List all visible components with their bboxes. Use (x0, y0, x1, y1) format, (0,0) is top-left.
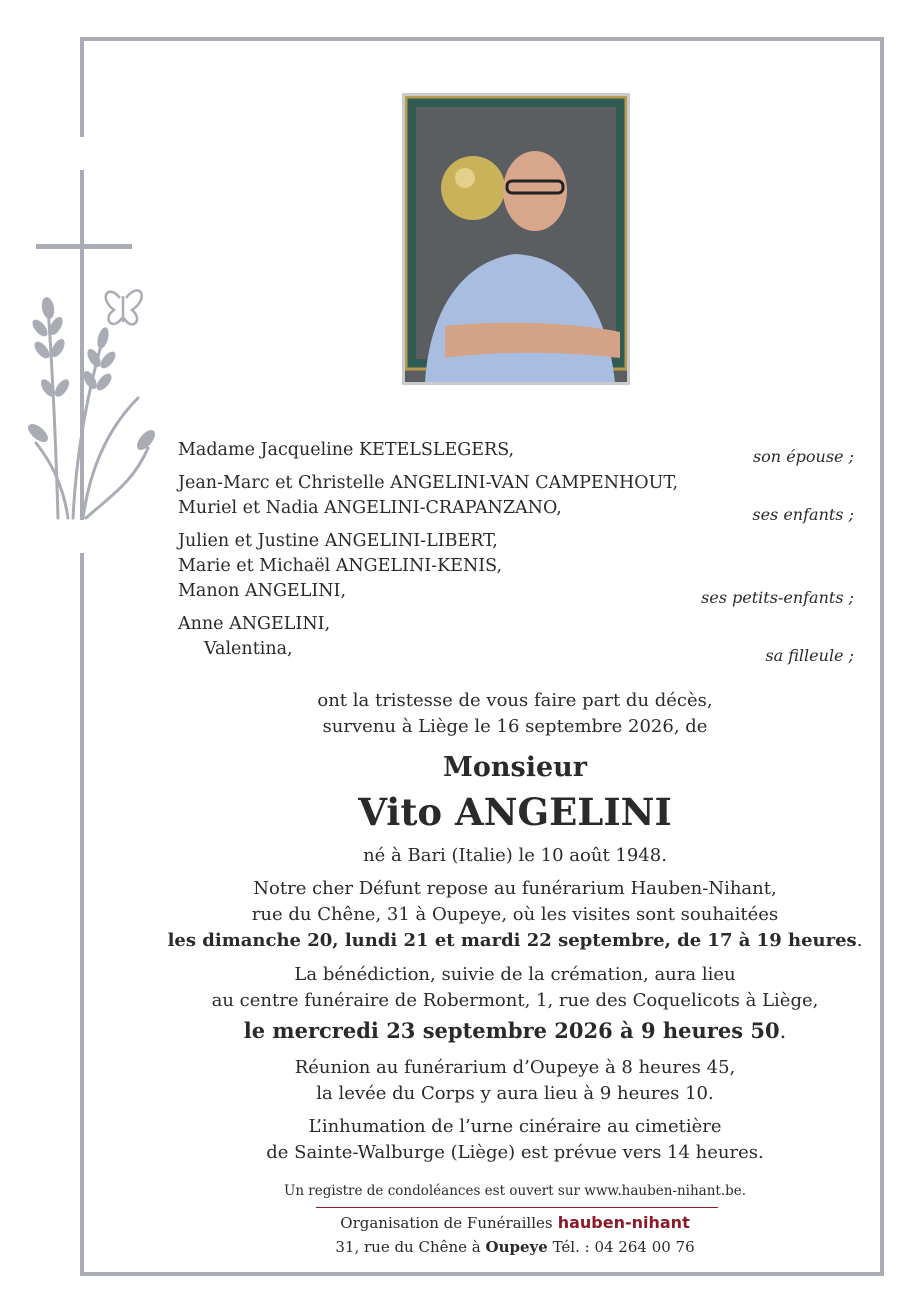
meeting-line: la levée du Corps y aura lieu à 9 heures 10. (316, 1083, 714, 1104)
org-label: Organisation de Funérailles (340, 1214, 553, 1232)
family-line: Madame Jacqueline KETELSLEGERS, (178, 440, 515, 460)
deceased-honorific: Monsieur (442, 752, 588, 783)
family-list (178, 438, 858, 670)
family-line: Manon ANGELINI, (178, 581, 347, 601)
birth-info (110, 843, 918, 869)
burial-line: de Sainte-Walburge (Liège) est prévue vers 14 heures. (266, 1142, 764, 1163)
frame-border-bottom (80, 1272, 884, 1276)
family-line: Jean-Marc et Christelle ANGELINI-VAN CAMPENHOUT, (178, 473, 679, 493)
family-line: Valentina, (204, 639, 293, 659)
wheat-butterfly-icon (28, 268, 158, 528)
visits-line: Notre cher Défunt repose au funérarium Hauben-Nihant, (253, 878, 777, 899)
address-phone: Tél. : 04 264 00 76 (547, 1238, 695, 1256)
family-group-goddaughter (178, 612, 858, 665)
ceremony-block (110, 962, 918, 1048)
deceased-name: Vito ANGELINI (358, 790, 672, 834)
burial-line: L’inhumation de l’urne cinéraire au cimetière (308, 1116, 722, 1137)
visits-line: rue du Chêne, 31 à Oupeye, où les visites sont souhaitées (251, 904, 779, 925)
cross-horizontal (36, 244, 132, 249)
frame-border-left-upper (80, 37, 84, 137)
family-line: Muriel et Nadia ANGELINI-CRAPANZANO, (178, 498, 562, 518)
birth-line: né à Bari (Italie) le 10 août 1948. (363, 845, 667, 866)
ceremony-date-end: . (779, 1019, 787, 1043)
meeting-block (110, 1055, 918, 1107)
family-line: Marie et Michaël ANGELINI-KENIS, (178, 556, 503, 576)
address-prefix: 31, rue du Chêne à (335, 1238, 486, 1256)
register-note (110, 1180, 918, 1199)
register-text: Un registre de condoléances est ouvert sur www.hauben-nihant.be. (283, 1183, 747, 1199)
footer-org (110, 1213, 918, 1232)
burial-block (110, 1114, 918, 1166)
family-role: ses petits-enfants ; (701, 588, 854, 607)
visits-dates-end: . (856, 930, 863, 951)
family-group-spouse (178, 438, 858, 466)
visits-block (110, 876, 918, 954)
frame-border-top (80, 37, 884, 41)
footer-address (110, 1237, 918, 1256)
family-role: son épouse ; (752, 447, 854, 466)
ceremony-line: au centre funéraire de Robermont, 1, rue des Coquelicots à Liège, (211, 990, 819, 1011)
announcement-line: ont la tristesse de vous faire part du décès, (317, 690, 713, 711)
family-line: Anne ANGELINI, (178, 614, 331, 634)
announcement (110, 688, 918, 740)
portrait-photo (402, 93, 630, 385)
announcement-line: survenu à Liège le 16 septembre 2026, de (322, 716, 708, 737)
frame-border-left-lower (80, 553, 84, 1276)
ceremony-line: La bénédiction, suivie de la crémation, aura lieu (294, 964, 736, 985)
deceased-name-block (110, 790, 918, 834)
brand-logo: hauben-nihant (557, 1213, 690, 1232)
deceased-title (110, 752, 918, 783)
address-town: Oupeye (485, 1238, 548, 1256)
ceremony-date: le mercredi 23 septembre 2026 à 9 heures 50 (243, 1018, 780, 1043)
footer-divider (316, 1207, 718, 1208)
family-group-grandchildren (178, 529, 858, 607)
family-role: sa filleule ; (765, 646, 854, 665)
family-group-children (178, 471, 858, 524)
meeting-line: Réunion au funérarium d’Oupeye à 8 heures 45, (294, 1057, 736, 1078)
family-role: ses enfants ; (752, 505, 854, 524)
family-line: Julien et Justine ANGELINI-LIBERT, (178, 531, 498, 551)
visits-dates: les dimanche 20, lundi 21 et mardi 22 septembre, de 17 à 19 heures (167, 930, 857, 951)
